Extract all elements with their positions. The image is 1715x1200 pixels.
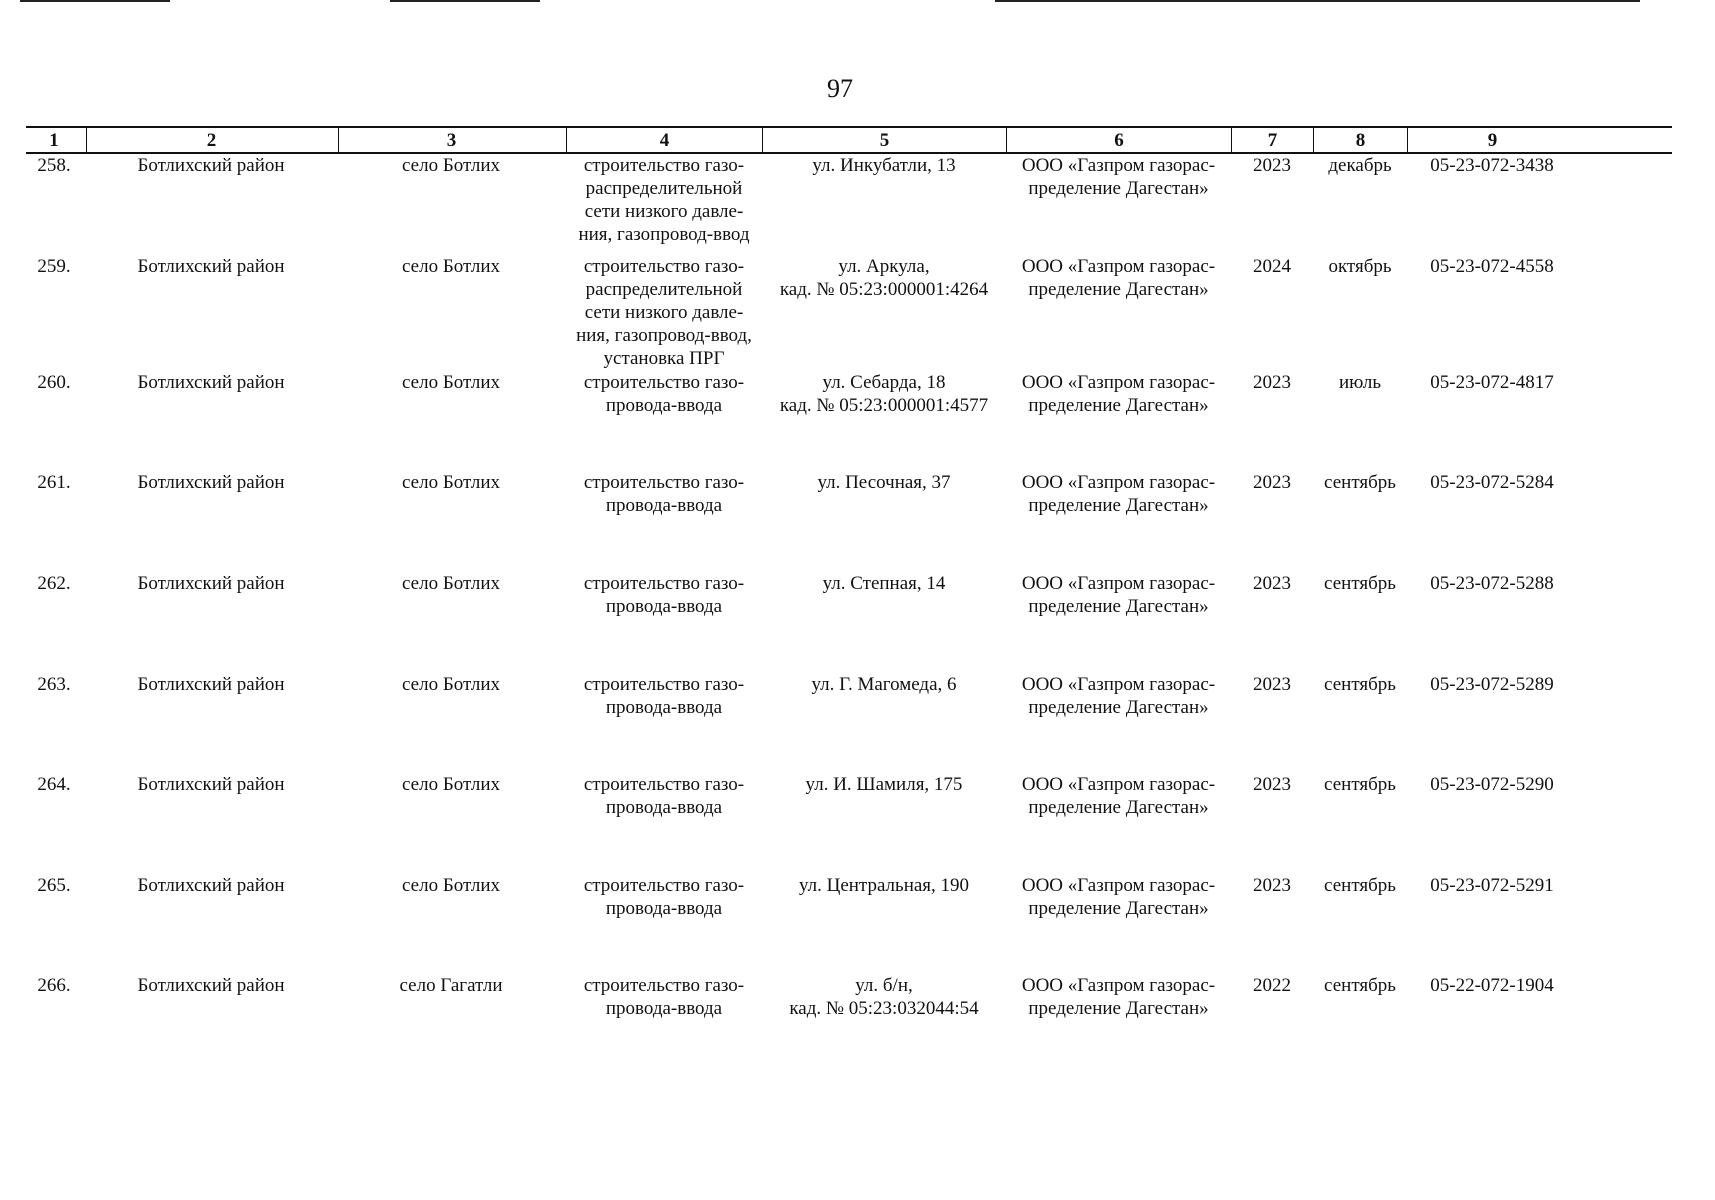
scan-edge-line xyxy=(390,0,540,2)
row-organization: ООО «Газпром газорас- пределение Дагестан» xyxy=(1021,975,1216,1019)
row-code: 05-23-072-5290 xyxy=(1430,774,1554,795)
row-month: сентябрь xyxy=(1324,573,1396,594)
row-settlement: село Ботлих xyxy=(402,372,500,393)
row-work: строительство газо- распределительной сети низкого давле- ния, газопровод-ввод xyxy=(578,155,750,245)
row-month: сентябрь xyxy=(1324,774,1396,795)
row-code: 05-23-072-5288 xyxy=(1430,573,1554,594)
row-year: 2023 xyxy=(1253,674,1291,695)
row-year: 2023 xyxy=(1253,774,1291,795)
row-organization: ООО «Газпром газорас- пределение Дагестан» xyxy=(1021,155,1216,199)
row-code: 05-23-072-4817 xyxy=(1430,372,1554,393)
row-code: 05-23-072-5289 xyxy=(1430,674,1554,695)
row-address: ул. Степная, 14 xyxy=(822,573,946,594)
row-month: сентябрь xyxy=(1324,975,1396,996)
row-month: сентябрь xyxy=(1324,875,1396,896)
row-settlement: село Ботлих xyxy=(402,472,500,493)
row-organization: ООО «Газпром газорас- пределение Дагестан» xyxy=(1021,573,1216,617)
row-month: декабрь xyxy=(1328,155,1392,176)
header-col-1: 1 xyxy=(49,130,59,151)
row-district: Ботлихский район xyxy=(137,573,285,594)
header-col-3: 3 xyxy=(338,128,564,152)
row-year: 2023 xyxy=(1253,573,1291,594)
row-district: Ботлихский район xyxy=(137,975,285,996)
row-work: строительство газо- провода-ввода xyxy=(583,875,745,919)
row-settlement: село Ботлих xyxy=(402,674,500,695)
row-settlement: село Гагатли xyxy=(399,975,503,996)
row-year: 2023 xyxy=(1253,875,1291,896)
page-number: 97 xyxy=(827,74,853,103)
row-district: Ботлихский район xyxy=(137,774,285,795)
row-district: Ботлихский район xyxy=(137,674,285,695)
row-work: строительство газо- провода-ввода xyxy=(583,774,745,818)
row-month: сентябрь xyxy=(1324,674,1396,695)
row-organization: ООО «Газпром газорас- пределение Дагестан» xyxy=(1021,875,1216,919)
row-work: строительство газо- провода-ввода xyxy=(583,372,745,416)
row-number: 259. xyxy=(37,256,71,277)
row-address: ул. И. Шамиля, 175 xyxy=(805,774,963,795)
header-col-2: 2 xyxy=(86,128,336,152)
row-month: июль xyxy=(1338,372,1382,393)
row-year: 2023 xyxy=(1253,155,1291,176)
row-address: ул. б/н, кад. № 05:23:032044:54 xyxy=(789,975,979,1019)
row-work: строительство газо- провода-ввода xyxy=(583,674,745,718)
row-settlement: село Ботлих xyxy=(402,573,500,594)
row-settlement: село Ботлих xyxy=(402,155,500,176)
header-col-6: 6 xyxy=(1006,128,1231,152)
row-month: сентябрь xyxy=(1324,472,1396,493)
row-district: Ботлихский район xyxy=(137,155,285,176)
row-work: строительство газо- провода-ввода xyxy=(583,472,745,516)
row-settlement: село Ботлих xyxy=(402,875,500,896)
row-address: ул. Аркула, кад. № 05:23:000001:4264 xyxy=(779,256,989,300)
row-code: 05-23-072-5284 xyxy=(1430,472,1554,493)
row-organization: ООО «Газпром газорас- пределение Дагестан» xyxy=(1021,674,1216,718)
row-month: октябрь xyxy=(1328,256,1392,277)
row-district: Ботлихский район xyxy=(137,875,285,896)
row-address: ул. Песочная, 37 xyxy=(817,472,951,493)
header-col-8: 8 xyxy=(1313,128,1407,152)
row-year: 2023 xyxy=(1253,372,1291,393)
row-number: 262. xyxy=(37,573,71,594)
row-organization: ООО «Газпром газорас- пределение Дагестан» xyxy=(1021,256,1216,300)
header-col-9: 9 xyxy=(1407,128,1577,152)
row-number: 266. xyxy=(37,975,71,996)
scan-edge-line xyxy=(20,0,170,2)
row-year: 2022 xyxy=(1253,975,1291,996)
row-number: 263. xyxy=(37,674,71,695)
row-address: ул. Себарда, 18 кад. № 05:23:000001:4577 xyxy=(779,372,989,416)
row-settlement: село Ботлих xyxy=(402,256,500,277)
row-number: 261. xyxy=(37,472,71,493)
header-col-4: 4 xyxy=(566,128,762,152)
document-table xyxy=(26,126,1672,1019)
row-organization: ООО «Газпром газорас- пределение Дагестан» xyxy=(1021,774,1216,818)
header-col-7: 7 xyxy=(1231,128,1313,152)
row-year: 2024 xyxy=(1253,256,1291,277)
row-district: Ботлихский район xyxy=(137,472,285,493)
row-address: ул. Центральная, 190 xyxy=(798,875,970,896)
row-code: 05-22-072-1904 xyxy=(1430,975,1554,996)
row-district: Ботлихский район xyxy=(137,256,285,277)
row-organization: ООО «Газпром газорас- пределение Дагестан» xyxy=(1021,372,1216,416)
scan-edge-line xyxy=(995,0,1640,2)
row-work: строительство газо- распределительной сети низкого давле- ния, газопровод-ввод, установка ПРГ xyxy=(576,256,752,369)
row-number: 265. xyxy=(37,875,71,896)
table-header-row xyxy=(26,126,1672,154)
row-code: 05-23-072-4558 xyxy=(1430,256,1554,277)
row-code: 05-23-072-5291 xyxy=(1430,875,1554,896)
header-col-5: 5 xyxy=(762,128,1006,152)
row-number: 264. xyxy=(37,774,71,795)
row-address: ул. Г. Магомеда, 6 xyxy=(811,674,957,695)
row-number: 260. xyxy=(37,372,71,393)
row-settlement: село Ботлих xyxy=(402,774,500,795)
row-work: строительство газо- провода-ввода xyxy=(583,975,745,1019)
row-organization: ООО «Газпром газорас- пределение Дагестан» xyxy=(1021,472,1216,516)
row-address: ул. Инкубатли, 13 xyxy=(812,155,956,176)
row-district: Ботлихский район xyxy=(137,372,285,393)
row-number: 258. xyxy=(37,155,71,176)
row-work: строительство газо- провода-ввода xyxy=(583,573,745,617)
row-year: 2023 xyxy=(1253,472,1291,493)
row-code: 05-23-072-3438 xyxy=(1430,155,1554,176)
